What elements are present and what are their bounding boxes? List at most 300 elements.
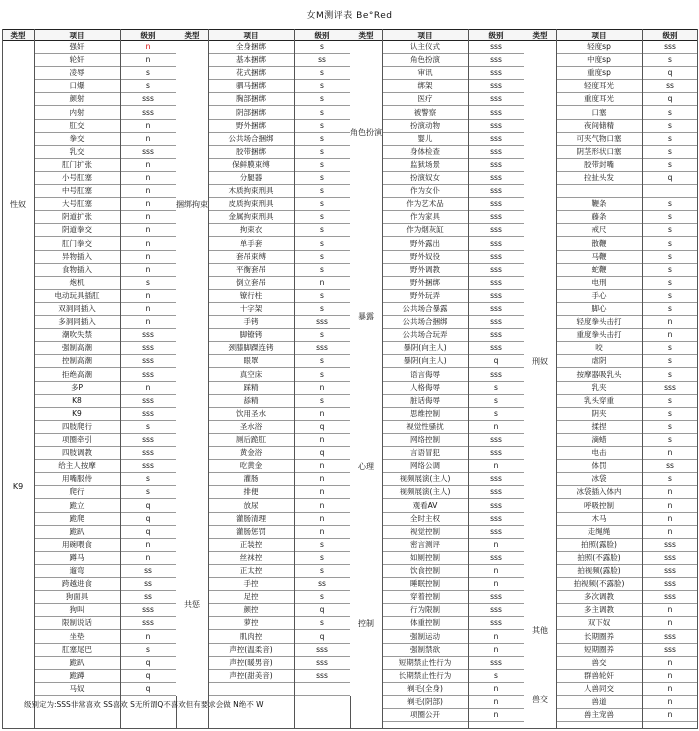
level-cell: s	[294, 80, 350, 93]
item-cell: K8	[34, 395, 120, 408]
item-cell: 大号肛塞	[34, 198, 120, 211]
header-item: 项目	[208, 29, 294, 41]
item-cell: 电击	[556, 447, 642, 460]
item-cell: 视频展演(主人)	[382, 473, 468, 486]
item-cell: 套吊束缚	[208, 251, 294, 264]
level-cell: s	[294, 120, 350, 133]
level-cell: s	[642, 342, 698, 355]
level-cell: ss	[120, 565, 176, 578]
level-cell: sss	[468, 604, 524, 617]
item-cell: 金属拘束刑具	[208, 211, 294, 224]
level-cell: n	[120, 264, 176, 277]
item-cell: 坐垫	[34, 631, 120, 644]
item-cell: 爬行	[34, 486, 120, 499]
item-cell: 人格侮辱	[382, 382, 468, 395]
level-cell: sss	[468, 617, 524, 630]
level-cell: sss	[468, 120, 524, 133]
item-cell: 公共场合捆绑	[208, 133, 294, 146]
level-cell: s	[120, 421, 176, 434]
level-cell: sss	[294, 342, 350, 355]
item-cell: 体重控制	[382, 617, 468, 630]
level-cell: sss	[468, 172, 524, 185]
level-cell: sss	[468, 93, 524, 106]
level-cell: n	[120, 631, 176, 644]
item-cell: 行为限制	[382, 604, 468, 617]
level-cell: q	[294, 631, 350, 644]
item-cell: 拒绝高潮	[34, 369, 120, 382]
item-cell: 野外奴役	[382, 251, 468, 264]
level-cell: n	[120, 41, 176, 54]
header-level: 级别	[468, 29, 524, 41]
item-cell: 戒尺	[556, 224, 642, 237]
item-cell: 声控(甜美音)	[208, 670, 294, 683]
item-cell: 乳夹	[556, 382, 642, 395]
item-cell: 角色扮演	[382, 54, 468, 67]
level-cell: sss	[468, 526, 524, 539]
level-cell: sss	[642, 578, 698, 591]
level-cell: s	[294, 552, 350, 565]
item-cell: 正装控	[208, 539, 294, 552]
item-cell: 双下奴	[556, 617, 642, 630]
level-cell: s	[294, 146, 350, 159]
level-cell: s	[294, 107, 350, 120]
level-cell: n	[120, 224, 176, 237]
level-cell: s	[120, 486, 176, 499]
level-cell: s	[642, 369, 698, 382]
item-cell: 夜间储精	[556, 120, 642, 133]
item-cell: 审讯	[382, 67, 468, 80]
level-cell: s	[468, 382, 524, 395]
item-cell: 虐阴	[556, 355, 642, 368]
level-cell: q	[294, 447, 350, 460]
level-cell: s	[294, 355, 350, 368]
item-cell: 扮演动物	[382, 120, 468, 133]
level-cell: sss	[468, 224, 524, 237]
level-cell: sss	[468, 159, 524, 172]
level-cell: sss	[468, 552, 524, 565]
item-cell: 炮机	[34, 277, 120, 290]
level-cell: s	[642, 408, 698, 421]
level-cell: s	[294, 67, 350, 80]
level-cell: s	[642, 264, 698, 277]
level-cell: sss	[468, 185, 524, 198]
item-cell: 马鞭	[556, 251, 642, 264]
level-cell: sss	[468, 146, 524, 159]
level-cell: ss	[294, 578, 350, 591]
item-cell: 短期禁止性行为	[382, 657, 468, 670]
level-cell: n	[120, 54, 176, 67]
level-cell: s	[294, 565, 350, 578]
level-cell: n	[642, 657, 698, 670]
level-cell: n	[120, 316, 176, 329]
item-cell: 如厕控制	[382, 552, 468, 565]
item-cell: 拍照(不露脸)	[556, 552, 642, 565]
level-cell: n	[294, 513, 350, 526]
level-cell: s	[120, 277, 176, 290]
level-cell: s	[294, 93, 350, 106]
level-cell: n	[642, 709, 698, 722]
item-cell: 肌肉控	[208, 631, 294, 644]
level-cell: sss	[120, 107, 176, 120]
item-cell: 重度sp	[556, 67, 642, 80]
level-cell: ss	[120, 591, 176, 604]
item-cell: 口塞	[556, 107, 642, 120]
level-cell: s	[294, 238, 350, 251]
level-cell: n	[468, 539, 524, 552]
item-cell: 脚镣铐	[208, 329, 294, 342]
item-cell: 单手套	[208, 238, 294, 251]
level-cell: n	[468, 683, 524, 696]
level-cell: n	[294, 408, 350, 421]
item-cell: 萝控	[208, 617, 294, 630]
item-cell: 阴道扩张	[34, 211, 120, 224]
level-cell: n	[642, 617, 698, 630]
item-cell: 监狱场景	[382, 159, 468, 172]
level-cell: n	[120, 552, 176, 565]
item-cell: 长期禁止性行为	[382, 670, 468, 683]
item-cell: 遛弯	[34, 565, 120, 578]
item-cell: 短期圈养	[556, 644, 642, 657]
level-cell: sss	[468, 513, 524, 526]
item-cell: 拍视频(露脸)	[556, 565, 642, 578]
item-cell: 认主仪式	[382, 41, 468, 54]
level-cell: sss	[468, 303, 524, 316]
level-cell: s	[642, 107, 698, 120]
item-cell: 肛交	[34, 120, 120, 133]
category-cell: 刑奴	[524, 133, 556, 592]
level-cell: s	[642, 198, 698, 211]
item-cell: 电动玩具插肛	[34, 290, 120, 303]
level-cell: q	[120, 526, 176, 539]
item-cell: 作为家具	[382, 211, 468, 224]
level-cell: sss	[468, 198, 524, 211]
item-cell: 剃毛(全身)	[382, 683, 468, 696]
level-cell: q	[120, 500, 176, 513]
item-cell: 穿着控制	[382, 591, 468, 604]
item-cell: 滴蜡	[556, 434, 642, 447]
level-cell: sss	[642, 539, 698, 552]
level-cell: sss	[468, 500, 524, 513]
level-cell: s	[294, 539, 350, 552]
item-cell: 鞭条	[556, 198, 642, 211]
item-cell: 木质拘束刑具	[208, 185, 294, 198]
item-cell: 拉扯头发	[556, 172, 642, 185]
level-cell: n	[120, 303, 176, 316]
level-cell: n	[294, 486, 350, 499]
item-cell: 暴阴(向主人)	[382, 342, 468, 355]
level-cell: s	[294, 395, 350, 408]
item-cell: 言语冒犯	[382, 447, 468, 460]
level-cell: n	[120, 198, 176, 211]
level-cell: n	[468, 631, 524, 644]
item-cell: 兽道	[556, 696, 642, 709]
item-cell: 长期圈养	[556, 631, 642, 644]
item-cell: 轻度sp	[556, 41, 642, 54]
item-cell: 多次调教	[556, 591, 642, 604]
item-cell: 暴阴(向主人)	[382, 355, 468, 368]
level-cell: sss	[468, 277, 524, 290]
item-cell: 密言测评	[382, 539, 468, 552]
level-cell: q	[642, 93, 698, 106]
level-cell: ss	[120, 578, 176, 591]
item-cell: 野外调教	[382, 264, 468, 277]
level-cell: n	[294, 382, 350, 395]
level-cell: n	[120, 159, 176, 172]
item-cell: 十字架	[208, 303, 294, 316]
level-cell: sss	[120, 146, 176, 159]
item-cell: 马奴	[34, 683, 120, 696]
item-cell: 肛塞尾巴	[34, 644, 120, 657]
item-cell: 内射	[34, 107, 120, 120]
level-cell: s	[294, 303, 350, 316]
item-cell: 揉捏	[556, 421, 642, 434]
item-cell: 胸部捆绑	[208, 93, 294, 106]
category-cell: 其他	[524, 591, 556, 670]
header-item: 项目	[34, 29, 120, 41]
level-cell: sss	[120, 342, 176, 355]
level-cell: sss	[468, 434, 524, 447]
item-cell: 中号肛塞	[34, 185, 120, 198]
item-cell: 饮食控制	[382, 565, 468, 578]
header-item: 项目	[556, 29, 642, 41]
item-cell: 兽交	[556, 657, 642, 670]
level-cell: s	[294, 264, 350, 277]
level-cell: n	[468, 565, 524, 578]
level-cell: sss	[468, 211, 524, 224]
category-cell: K9	[2, 369, 34, 605]
level-cell: s	[642, 159, 698, 172]
level-cell: sss	[468, 316, 524, 329]
item-cell: 跪趴	[34, 657, 120, 670]
item-cell: 异物插入	[34, 251, 120, 264]
level-cell: n	[468, 421, 524, 434]
level-cell: sss	[642, 41, 698, 54]
item-cell: 思维控制	[382, 408, 468, 421]
level-cell: sss	[468, 447, 524, 460]
level-cell: sss	[468, 290, 524, 303]
category-cell: 性奴	[2, 41, 34, 369]
level-cell: n	[468, 644, 524, 657]
item-cell: 潮吹失禁	[34, 329, 120, 342]
level-cell: s	[294, 185, 350, 198]
item-cell: 脏话侮辱	[382, 395, 468, 408]
level-cell: sss	[642, 644, 698, 657]
level-cell: sss	[468, 133, 524, 146]
item-cell: 强奸	[34, 41, 120, 54]
level-cell: n	[120, 238, 176, 251]
category-cell: 心理	[350, 382, 382, 552]
level-cell: n	[642, 604, 698, 617]
item-cell: 乳头穿重	[556, 395, 642, 408]
item-cell: 舔精	[208, 395, 294, 408]
level-cell: s	[294, 41, 350, 54]
level-cell: q	[468, 355, 524, 368]
item-cell: 跨越进食	[34, 578, 120, 591]
level-cell: n	[642, 486, 698, 499]
item-cell: 呼吸控制	[556, 500, 642, 513]
item-cell: 排便	[208, 486, 294, 499]
level-cell: n	[120, 211, 176, 224]
header-level: 级别	[642, 29, 698, 41]
item-cell: 阴茎形状口塞	[556, 146, 642, 159]
item-cell: 跪立	[34, 500, 120, 513]
item-cell: 睡眠控制	[382, 578, 468, 591]
item-cell: 蹲马	[34, 552, 120, 565]
item-cell: 乳交	[34, 146, 120, 159]
level-cell: sss	[468, 591, 524, 604]
item-cell: 按摩器吸乳头	[556, 369, 642, 382]
item-cell: 灌肠惩罚	[208, 526, 294, 539]
level-cell: sss	[642, 631, 698, 644]
level-cell: n	[642, 683, 698, 696]
level-cell: sss	[120, 604, 176, 617]
level-cell: n	[120, 120, 176, 133]
level-cell: s	[642, 303, 698, 316]
level-cell: s	[294, 224, 350, 237]
level-cell: sss	[120, 355, 176, 368]
level-cell: n	[468, 696, 524, 709]
item-cell: 给主人按摩	[34, 460, 120, 473]
item-cell: 基本捆绑	[208, 54, 294, 67]
item-cell: 正太控	[208, 565, 294, 578]
item-cell: 项圈公开	[382, 709, 468, 722]
level-cell: q	[294, 604, 350, 617]
level-cell: sss	[120, 93, 176, 106]
header-level: 级别	[120, 29, 176, 41]
item-cell: 用碗喂食	[34, 539, 120, 552]
level-cell: s	[294, 198, 350, 211]
category-cell: 控制	[350, 552, 382, 696]
category-cell: 捆绑拘束	[176, 41, 208, 369]
item-cell: 木马	[556, 513, 642, 526]
level-cell: n	[120, 290, 176, 303]
level-cell: n	[120, 185, 176, 198]
level-cell: s	[294, 617, 350, 630]
level-cell: sss	[120, 369, 176, 382]
level-cell: sss	[294, 644, 350, 657]
item-cell: 分腿器	[208, 172, 294, 185]
level-cell: sss	[468, 369, 524, 382]
item-cell: 控制高潮	[34, 355, 120, 368]
item-cell: 视觉控制	[382, 526, 468, 539]
level-cell: n	[642, 500, 698, 513]
level-cell: s	[642, 473, 698, 486]
header-item: 项目	[382, 29, 468, 41]
item-cell: 小号肛塞	[34, 172, 120, 185]
item-cell: 观看AV	[382, 500, 468, 513]
item-cell: 群兽轮奸	[556, 670, 642, 683]
level-cell: sss	[468, 657, 524, 670]
level-cell: n	[642, 329, 698, 342]
item-cell: 用嘴服侍	[34, 473, 120, 486]
item-cell: 体罚	[556, 460, 642, 473]
item-cell: 灌肠清理	[208, 513, 294, 526]
page-title: 女M测评表 Be°Red	[306, 11, 393, 21]
level-cell: sss	[468, 54, 524, 67]
item-cell: 灌肠	[208, 473, 294, 486]
item-cell: 圣水浴	[208, 421, 294, 434]
level-cell: n	[120, 133, 176, 146]
item-cell: 轮奸	[34, 54, 120, 67]
level-cell: sss	[468, 486, 524, 499]
item-cell: 冰袋	[556, 473, 642, 486]
level-cell: sss	[468, 238, 524, 251]
level-cell: sss	[120, 460, 176, 473]
item-cell: 拳交	[34, 133, 120, 146]
item-cell: 野外捆绑	[208, 120, 294, 133]
level-cell: n	[120, 539, 176, 552]
item-cell: K9	[34, 408, 120, 421]
header-type: 类型	[350, 29, 382, 41]
item-cell: 拘束衣	[208, 224, 294, 237]
category-cell: 兽交	[524, 670, 556, 729]
level-cell: n	[642, 316, 698, 329]
level-cell: s	[468, 395, 524, 408]
item-cell: 倒立套吊	[208, 277, 294, 290]
item-cell: 食物插入	[34, 264, 120, 277]
table-frame	[2, 29, 698, 729]
item-cell: 作为艺术品	[382, 198, 468, 211]
item-cell: 医疗	[382, 93, 468, 106]
level-cell: ss	[294, 54, 350, 67]
level-cell: s	[642, 54, 698, 67]
item-cell: 电刑	[556, 277, 642, 290]
level-cell: sss	[642, 565, 698, 578]
level-cell: s	[642, 211, 698, 224]
item-cell: 真空床	[208, 369, 294, 382]
level-cell: n	[294, 434, 350, 447]
level-cell: s	[294, 369, 350, 382]
level-cell: s	[120, 80, 176, 93]
item-cell: 阴夹	[556, 408, 642, 421]
level-cell: s	[120, 473, 176, 486]
level-cell: s	[642, 395, 698, 408]
item-cell: 声控(暖男音)	[208, 657, 294, 670]
level-cell: s	[294, 159, 350, 172]
level-cell: s	[294, 251, 350, 264]
level-cell: s	[642, 251, 698, 264]
level-cell: sss	[120, 617, 176, 630]
item-cell: 双洞同插入	[34, 303, 120, 316]
item-cell: 手心	[556, 290, 642, 303]
item-cell: 颜射	[34, 93, 120, 106]
item-cell: 阴部捆绑	[208, 107, 294, 120]
level-cell: sss	[294, 657, 350, 670]
level-cell: sss	[468, 80, 524, 93]
level-cell: sss	[642, 591, 698, 604]
item-cell: 声控(温柔音)	[208, 644, 294, 657]
item-cell: 凌辱	[34, 67, 120, 80]
level-cell: s	[294, 133, 350, 146]
level-cell: sss	[468, 107, 524, 120]
level-cell: n	[294, 526, 350, 539]
level-cell: sss	[294, 670, 350, 683]
level-cell: n	[120, 382, 176, 395]
item-cell: 跪蹲	[34, 670, 120, 683]
item-cell: 四肢爬行	[34, 421, 120, 434]
item-cell: 狗面具	[34, 591, 120, 604]
item-cell: 绑架	[382, 80, 468, 93]
item-cell: 项圈牵引	[34, 434, 120, 447]
item-cell: 踩精	[208, 382, 294, 395]
item-cell: 厕后跪肛	[208, 434, 294, 447]
item-cell: 肛门拳交	[34, 238, 120, 251]
item-cell: 胶带捆绑	[208, 146, 294, 159]
level-cell: n	[642, 513, 698, 526]
item-cell: 颜控	[208, 604, 294, 617]
item-cell: 被警察	[382, 107, 468, 120]
level-cell: n	[294, 277, 350, 290]
